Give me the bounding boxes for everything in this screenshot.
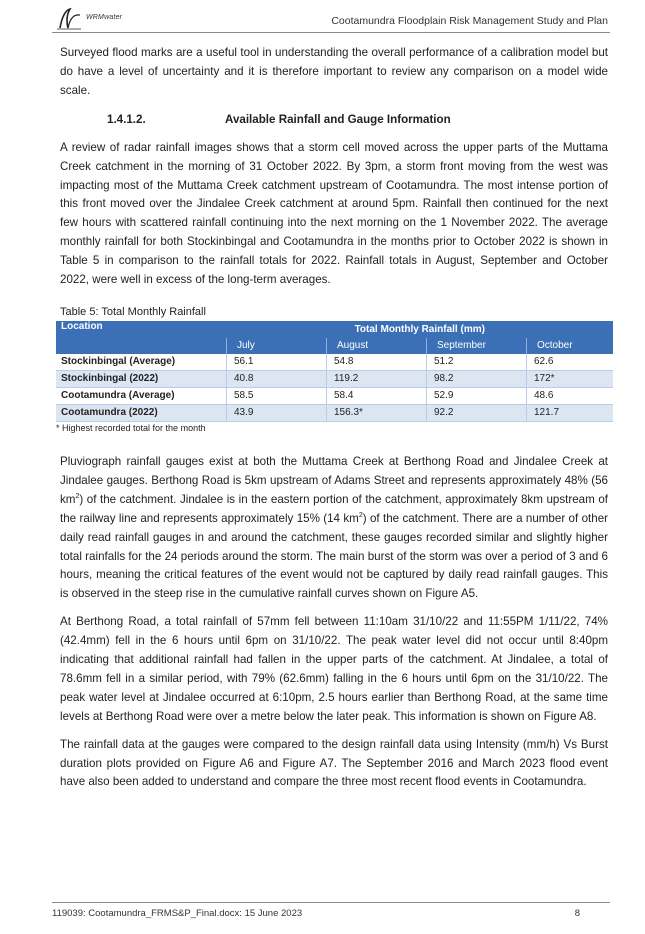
cell-value: 58.4 bbox=[327, 387, 427, 404]
paragraph-design-rainfall: The rainfall data at the gauges were compared to the design rainfall data using Intensity (mm/h) Vs Burst duration plots provided on Figure A6 and Figure A7. The September 2016 and March 2023 flood event have also been added to understand and compare the three most recent flood events in Cootamundra. bbox=[60, 737, 608, 789]
col-month: August bbox=[327, 338, 427, 354]
cell-value: 62.6 bbox=[527, 354, 614, 371]
table-row bbox=[56, 370, 613, 387]
table-row bbox=[56, 354, 613, 371]
table-row bbox=[56, 387, 613, 404]
paragraph-flood-marks: Surveyed flood marks are a useful tool in understanding the overall performance of a calibration model but do have a level of uncertainty and it is therefore important to review any comparison on a model wide scale. bbox=[60, 46, 608, 97]
col-month: September bbox=[427, 338, 527, 354]
cell-value: 172* bbox=[527, 370, 614, 387]
page-footer bbox=[52, 902, 610, 919]
cell-value: 54.8 bbox=[327, 354, 427, 371]
table-note: * Highest recorded total for the month bbox=[56, 422, 206, 433]
cell-value: 98.2 bbox=[427, 370, 527, 387]
row-label: Cootamundra (2022) bbox=[56, 404, 227, 421]
cell-value: 56.1 bbox=[227, 354, 327, 371]
table-caption: Table 5: Total Monthly Rainfall bbox=[60, 305, 206, 318]
cell-value: 40.8 bbox=[227, 370, 327, 387]
paragraph-radar-review: A review of radar rainfall images shows that a storm cell moved across the upper parts of the Muttama Creek catchment in the morning of 31 October 2022. By 3pm, a storm front moving from the west was impacting most of the Muttama Creek catchment upstream of Cootamundra. The most intense portion of this front moved over the Jindalee Creek catchment at around 5pm. Rainfall then continued for the next few hours with scattered rainfall continuing into the next morning on the 1 November 2022. The average monthly rainfall for both Stockinbingal and Cootamundra in the months prior to October 2022 is shown in Table 5 in comparison to the rainfall totals for 2022. Rainfall totals in August, September and October 2022, were well in excess of the long-term averages. bbox=[60, 140, 608, 287]
col-group-total-rainfall: Total Monthly Rainfall (mm) bbox=[227, 321, 614, 338]
page-content bbox=[56, 44, 609, 801]
section-heading bbox=[60, 113, 608, 129]
cell-value: 119.2 bbox=[327, 370, 427, 387]
paragraph-pluviograph: Pluviograph rainfall gauges exist at both the Muttama Creek at Berthong Road and Jindalee Creek at Jindalee gauges. Berthong Road is 5km upstream of Adams Street and represents approximately 48% (56 $km^2$) of the catchment. Jindalee is in the eastern portion of the catchment, approximately 8km upstream of the railway line and represents approximately 15% (14 $km^2$) of the catchment. There are a number of other daily read rainfall gauges in and around the catchment, these gauges recorded similar and slightly higher total rainfalls for the 24 periods around the storm. The main burst of the storm was over a period of 3 and 6 hours, meaning the critical features of the event would not be captured by daily read rainfall gauges. This is observed in the steep rise in the cumulative rainfall curves shown on Figure A5. bbox=[60, 454, 609, 601]
cell-value: 58.5 bbox=[227, 387, 327, 404]
cell-value: 121.7 bbox=[527, 404, 614, 421]
col-location: Location bbox=[56, 321, 227, 354]
section-title: Available Rainfall and Gauge Information bbox=[225, 112, 451, 126]
row-label: Stockinbingal (2022) bbox=[56, 370, 227, 387]
cell-value: 48.6 bbox=[527, 387, 614, 404]
wave-logo-icon bbox=[54, 6, 84, 32]
paragraph-berthong-road: At Berthong Road, a total rainfall of 57mm fell between 11:10am 31/10/22 and 11:55PM 1/11/22, 74% (42.4mm) fell in the 6 hours until 6pm on 31/10/22. The peak water level did not occur until 8:40pm indicating that additional rainfall had fallen in the upper parts of the catchment. At Jindalee, a total of 78.6mm fell in a similar period, with 79% (62.6mm) falling in the 6 hours until 6pm on the 31/10/22. The peak water level at Jindalee occurred at 6:10pm, 2.5 hours earlier than Berthong Road, at the same time levels at Berthong Road were over a metre below the later peak. This information is shown on Figure A8. bbox=[60, 615, 608, 723]
row-label: Cootamundra (Average) bbox=[56, 387, 227, 404]
cell-value: 156.3* bbox=[327, 404, 427, 421]
footer-document-ref: 119039: Cootamundra_FRMS&P_Final.docx: 15 June 2023 bbox=[52, 908, 303, 919]
section-number: 1.4.1.2. bbox=[107, 112, 146, 126]
logo-text: WRMwater bbox=[86, 14, 123, 21]
row-label: Stockinbingal (Average) bbox=[56, 354, 227, 371]
col-month: July bbox=[227, 338, 327, 354]
cell-value: 43.9 bbox=[227, 404, 327, 421]
company-logo bbox=[54, 6, 164, 32]
page-header bbox=[52, 6, 610, 33]
cell-value: 92.2 bbox=[427, 404, 527, 421]
rainfall-table bbox=[56, 321, 613, 422]
col-month: October bbox=[527, 338, 614, 354]
cell-value: 52.9 bbox=[427, 387, 527, 404]
header-title: Cootamundra Floodplain Risk Management Study and Plan bbox=[331, 15, 608, 27]
table-row bbox=[56, 404, 613, 421]
cell-value: 51.2 bbox=[427, 354, 527, 371]
page-number: 8 bbox=[574, 908, 580, 919]
